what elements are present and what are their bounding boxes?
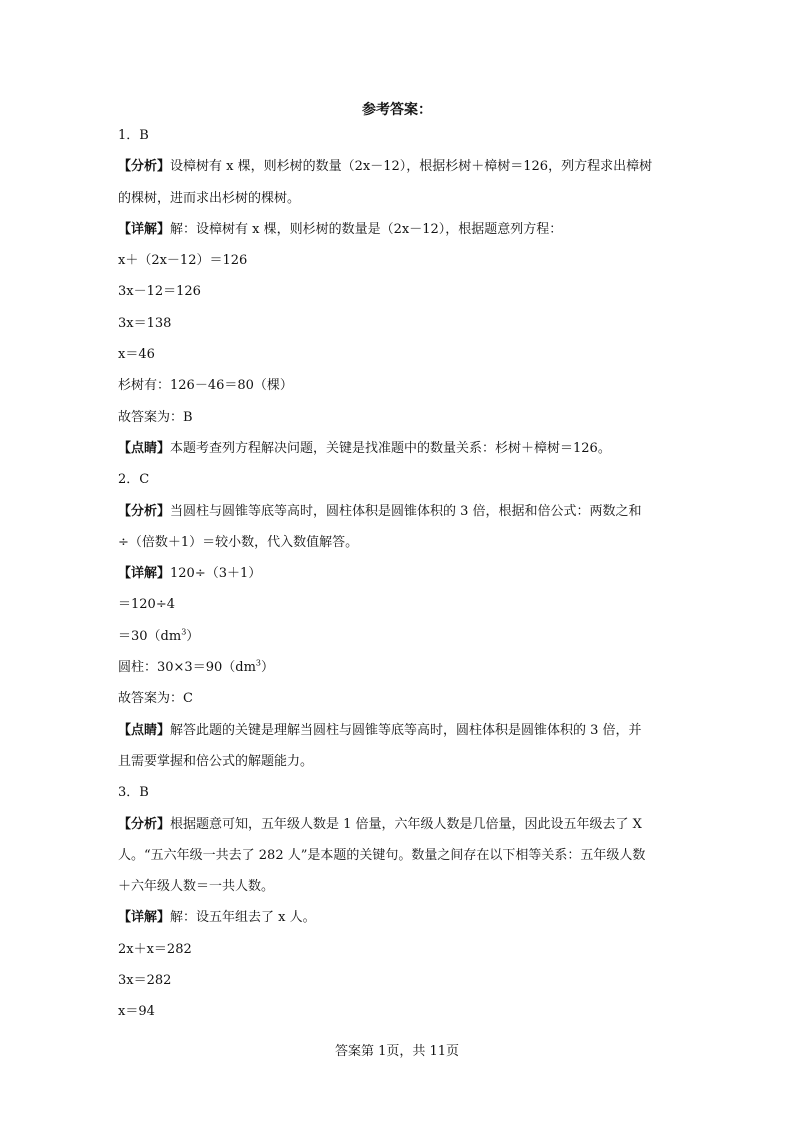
unit-dm: dm <box>235 660 256 676</box>
q1-analysis-line2: 的棵树，进而求出杉树的棵树。 <box>118 190 301 206</box>
q3-equation-3: x＝94 <box>118 1004 155 1020</box>
q3-equation-1: 2x＋x＝282 <box>118 941 192 957</box>
page-footer: 答案第 1页，共 11页 <box>334 1044 460 1059</box>
q1-equation-2: 3x－12＝126 <box>118 284 201 300</box>
analysis-tag: 【分析】 <box>118 159 171 175</box>
comment-text: 本题考查列方程解决问题，关键是找准题中的数量关系：杉树＋樟树＝126。 <box>170 440 611 456</box>
detail-text: 120÷（3＋1） <box>170 566 262 582</box>
analysis-text: 当圆柱与圆锥等底等高时，圆柱体积是圆锥体积的 3 倍，根据和倍公式：两数之和 <box>170 503 642 519</box>
q1-number: 1．B <box>118 128 149 143</box>
analysis-tag: 【分析】 <box>118 816 171 832</box>
page-title: 参考答案： <box>362 102 432 118</box>
q1-equation-4: x＝46 <box>118 347 155 363</box>
unit-exponent: 3 <box>181 627 187 637</box>
q1-answer: 故答案为：B <box>118 409 193 425</box>
q2-equation-2 <box>118 621 680 652</box>
q2-equation-1: ＝120÷4 <box>118 597 175 613</box>
analysis-tag: 【分析】 <box>118 503 171 519</box>
q2-analysis-line1 <box>118 496 680 527</box>
q3-analysis-line2: 人。“五六年级一共去了 282 人”是本题的关键句。数量之间存在以下相等关系：五年级人数 <box>118 847 646 863</box>
q1-equation-5: 杉树有：126－46＝80（棵） <box>118 378 293 394</box>
q2-detail <box>118 558 680 589</box>
q3-analysis-line3: ＋六年级人数＝一共人数。 <box>118 879 275 895</box>
q2-answer: 故答案为：C <box>118 691 193 707</box>
q1-equation-1: x＋（2x－12）＝126 <box>118 253 248 269</box>
q2-comment-line1 <box>118 715 680 746</box>
unit-exponent: 3 <box>255 658 261 668</box>
equation-prefix: 圆柱：30×3＝90（ <box>118 660 236 676</box>
analysis-text: 根据题意可知，五年级人数是 1 倍量，六年级人数是几倍量，因此设五年级去了 X <box>170 816 642 832</box>
q2-equation-3 <box>118 652 680 683</box>
answer-content <box>118 120 680 1028</box>
q1-comment <box>118 433 680 464</box>
q3-analysis-line1 <box>118 809 680 840</box>
q3-number: 3．B <box>118 785 149 801</box>
unit-dm: dm <box>160 628 182 644</box>
detail-text: 解：设五年组去了 x 人。 <box>170 910 316 926</box>
comment-tag: 【点睛】 <box>118 722 171 738</box>
detail-text: 解：设樟树有 x 棵，则杉树的数量是（2x－12），根据题意列方程： <box>170 221 563 237</box>
comment-text: 解答此题的关键是理解当圆柱与圆锥等底等高时，圆柱体积是圆锥体积的 3 倍，并 <box>170 722 642 738</box>
q2-number: 2．C <box>118 472 150 488</box>
detail-tag: 【详解】 <box>118 910 171 926</box>
detail-tag: 【详解】 <box>118 566 171 582</box>
analysis-text: 设樟树有 x 棵，则杉树的数量（2x－12），根据杉树＋樟树＝126，列方程求出樟树 <box>170 159 653 175</box>
comment-tag: 【点睛】 <box>118 440 171 456</box>
q2-comment-line2: 且需要掌握和倍公式的解题能力。 <box>118 753 314 769</box>
q3-equation-2: 3x＝282 <box>118 973 172 989</box>
q1-detail <box>118 214 680 245</box>
q2-analysis-line2: ÷（倍数＋1）＝较小数，代入数值解答。 <box>118 534 359 550</box>
q1-equation-3: 3x＝138 <box>118 315 172 331</box>
q3-detail <box>118 902 680 933</box>
q1-analysis-line1 <box>118 151 680 182</box>
equation-suffix: ） <box>261 660 275 676</box>
equation-prefix: ＝30（ <box>118 628 161 644</box>
equation-suffix: ） <box>186 628 200 644</box>
detail-tag: 【详解】 <box>118 221 171 237</box>
